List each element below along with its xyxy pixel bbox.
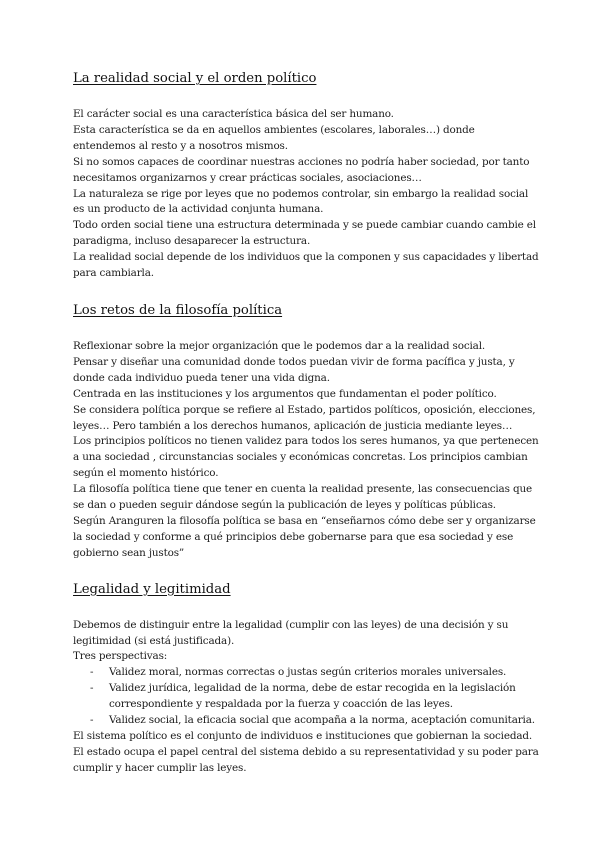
- paragraph: El carácter social es una característica básica del ser humano.: [73, 108, 394, 120]
- section-heading-retos-filosofia: Los retos de la filosofía política: [73, 302, 283, 318]
- paragraph: Esta característica se da en aquellos ambientes (escolares, laborales…) donde entendemos al resto y a nosotros mismos.: [73, 123, 475, 152]
- section-heading-legalidad: Legalidad y legitimidad: [73, 581, 231, 597]
- list-item: [73, 713, 540, 729]
- paragraph: Pensar y diseñar una comunidad donde todos puedan vivir de forma pacífica y justa, y donde cada individuo pueda tener una vida digna.: [73, 355, 515, 384]
- paragraph: La filosofía política tiene que tener en cuenta la realidad presente, las consecuencias que se dan o pueden seguir dándose según la publicación de leyes y políticas públicas.: [73, 483, 532, 512]
- list-item-text: Validez social, la eficacia social que acompaña a la norma, aceptación comunitaria.: [109, 714, 535, 727]
- paragraph: Reflexionar sobre la mejor organización que le podemos dar a la realidad social.: [73, 339, 486, 352]
- paragraph: Tres perspectivas:: [73, 650, 168, 663]
- paragraph: Si no somos capaces de coordinar nuestras acciones no podría haber sociedad, por tanto necesitamos organizarnos y crear prácticas sociales, asociaciones…: [73, 155, 530, 184]
- paragraph: Según Aranguren la filosofía política se basa en “enseñarnos cómo debe ser y organizarse la sociedad y conforme a qué principios debe gobernarse para que esa sociedad y ese gobierno sean justos”: [73, 514, 536, 559]
- paragraph: La naturaleza se rige por leyes que no podemos controlar, sin embargo la realidad social es un producto de la actividad conjunta humana.: [73, 187, 529, 216]
- paragraph: Los principios políticos no tienen validez para todos los seres humanos, ya que pertenecen a una sociedad , circunstancias sociales y económicas concretas. Los principios cambian según el momento histórico.: [73, 435, 539, 480]
- list-item: [73, 681, 540, 713]
- dash-bullet: -: [90, 666, 94, 679]
- paragraph: Debemos de distinguir entre la legalidad (cumplir con las leyes) de una decisión y su legitimidad (si está justificada).: [73, 618, 509, 647]
- paragraph: Centrada en las instituciones y los argumentos que fundamentan el poder político.: [73, 387, 497, 400]
- paragraph: La realidad social depende de los individuos que la componen y sus capacidades y libertad para cambiarla.: [73, 251, 539, 280]
- section-body-realidad-social: [73, 107, 540, 282]
- list-item: [73, 665, 540, 681]
- section-body-legalidad: [73, 618, 540, 777]
- section-body-retos-filosofia: [73, 339, 540, 562]
- perspectives-list: [73, 665, 540, 729]
- paragraph: El sistema político es el conjunto de individuos e instituciones que gobiernan la sociedad.: [73, 730, 533, 742]
- list-item-text: Validez moral, normas correctas o justas según criterios morales universales.: [109, 666, 507, 679]
- paragraph: El estado ocupa el papel central del sistema debido a su representatividad y su poder para cumplir y hacer cumplir las leyes.: [73, 745, 539, 774]
- dash-bullet: -: [90, 682, 94, 695]
- list-item-text: Validez jurídica, legalidad de la norma, debe de estar recogida en la legislación correspondiente y respaldada por la fuerza y coacción de las leyes.: [109, 682, 516, 711]
- section-heading-realidad-social: La realidad social y el orden político: [73, 71, 317, 86]
- paragraph: Se considera política porque se refiere al Estado, partidos políticos, oposición, elecciones, leyes… Pero también a los derechos humanos, aplicación de justicia mediante leyes…: [73, 403, 536, 432]
- dash-bullet: -: [90, 714, 94, 727]
- paragraph: Todo orden social tiene una estructura determinada y se puede cambiar cuando cambie el paradigma, incluso desaparecer la estructura.: [73, 219, 536, 248]
